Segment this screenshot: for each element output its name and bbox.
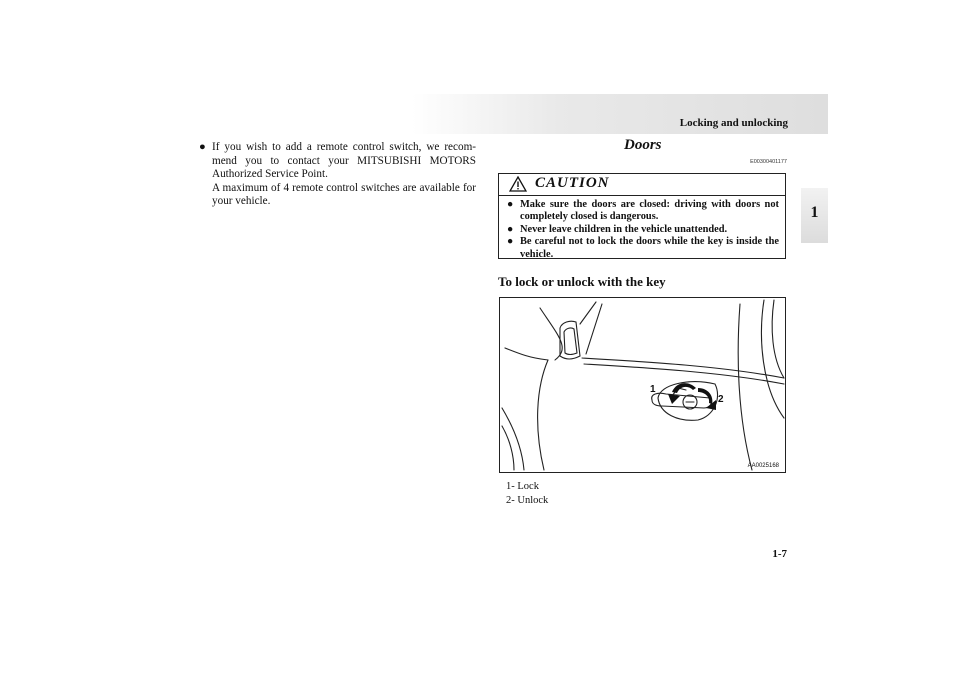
- bullet-icon: ●: [507, 236, 514, 248]
- figure-code: AA0025168: [747, 463, 779, 469]
- page-number: 1-7: [772, 548, 787, 560]
- door-drawing: [500, 298, 785, 472]
- chapter-tab: [801, 188, 828, 243]
- section-title: Doors: [624, 137, 662, 153]
- caution-item: ● Make sure the doors are closed: driving with doors not completely closed is dangerous.: [507, 199, 779, 223]
- bullet-icon: ●: [199, 141, 206, 153]
- legend-item-unlock: 2- Unlock: [506, 494, 549, 506]
- figure-legend: [506, 480, 548, 507]
- remote-switch-note: [199, 141, 476, 209]
- bullet-icon: ●: [507, 199, 514, 210]
- caution-label: CAUTION: [535, 175, 610, 191]
- note-paragraph-2: A maximum of 4 remote control switches are available for your vehicle.: [212, 181, 476, 207]
- caution-list: [499, 196, 785, 261]
- caution-header: [499, 174, 785, 196]
- caution-item: ● Never leave children in the vehicle unattended.: [507, 223, 728, 235]
- header-title: Locking and unlocking: [679, 117, 788, 129]
- callout-2: 2: [718, 394, 724, 405]
- note-text: [212, 141, 476, 209]
- note-paragraph: If you wish to add a remote control switch, we recom-mend you to contact your MITSUBISHI MOTORS Authorized Service Point.: [212, 141, 476, 180]
- subsection-title: To lock or unlock with the key: [498, 274, 666, 289]
- section-code: E00300401177: [750, 159, 787, 165]
- door-key-illustration: [499, 297, 786, 473]
- warning-triangle-icon: [509, 176, 527, 192]
- bullet-icon: ●: [507, 223, 514, 235]
- chapter-number: 1: [810, 204, 819, 221]
- legend-item-lock: 1- Lock: [506, 481, 539, 492]
- caution-box: [498, 173, 786, 259]
- caution-item: ● Be careful not to lock the doors while the key is inside the vehicle.: [507, 236, 779, 260]
- callout-1: 1: [650, 384, 656, 395]
